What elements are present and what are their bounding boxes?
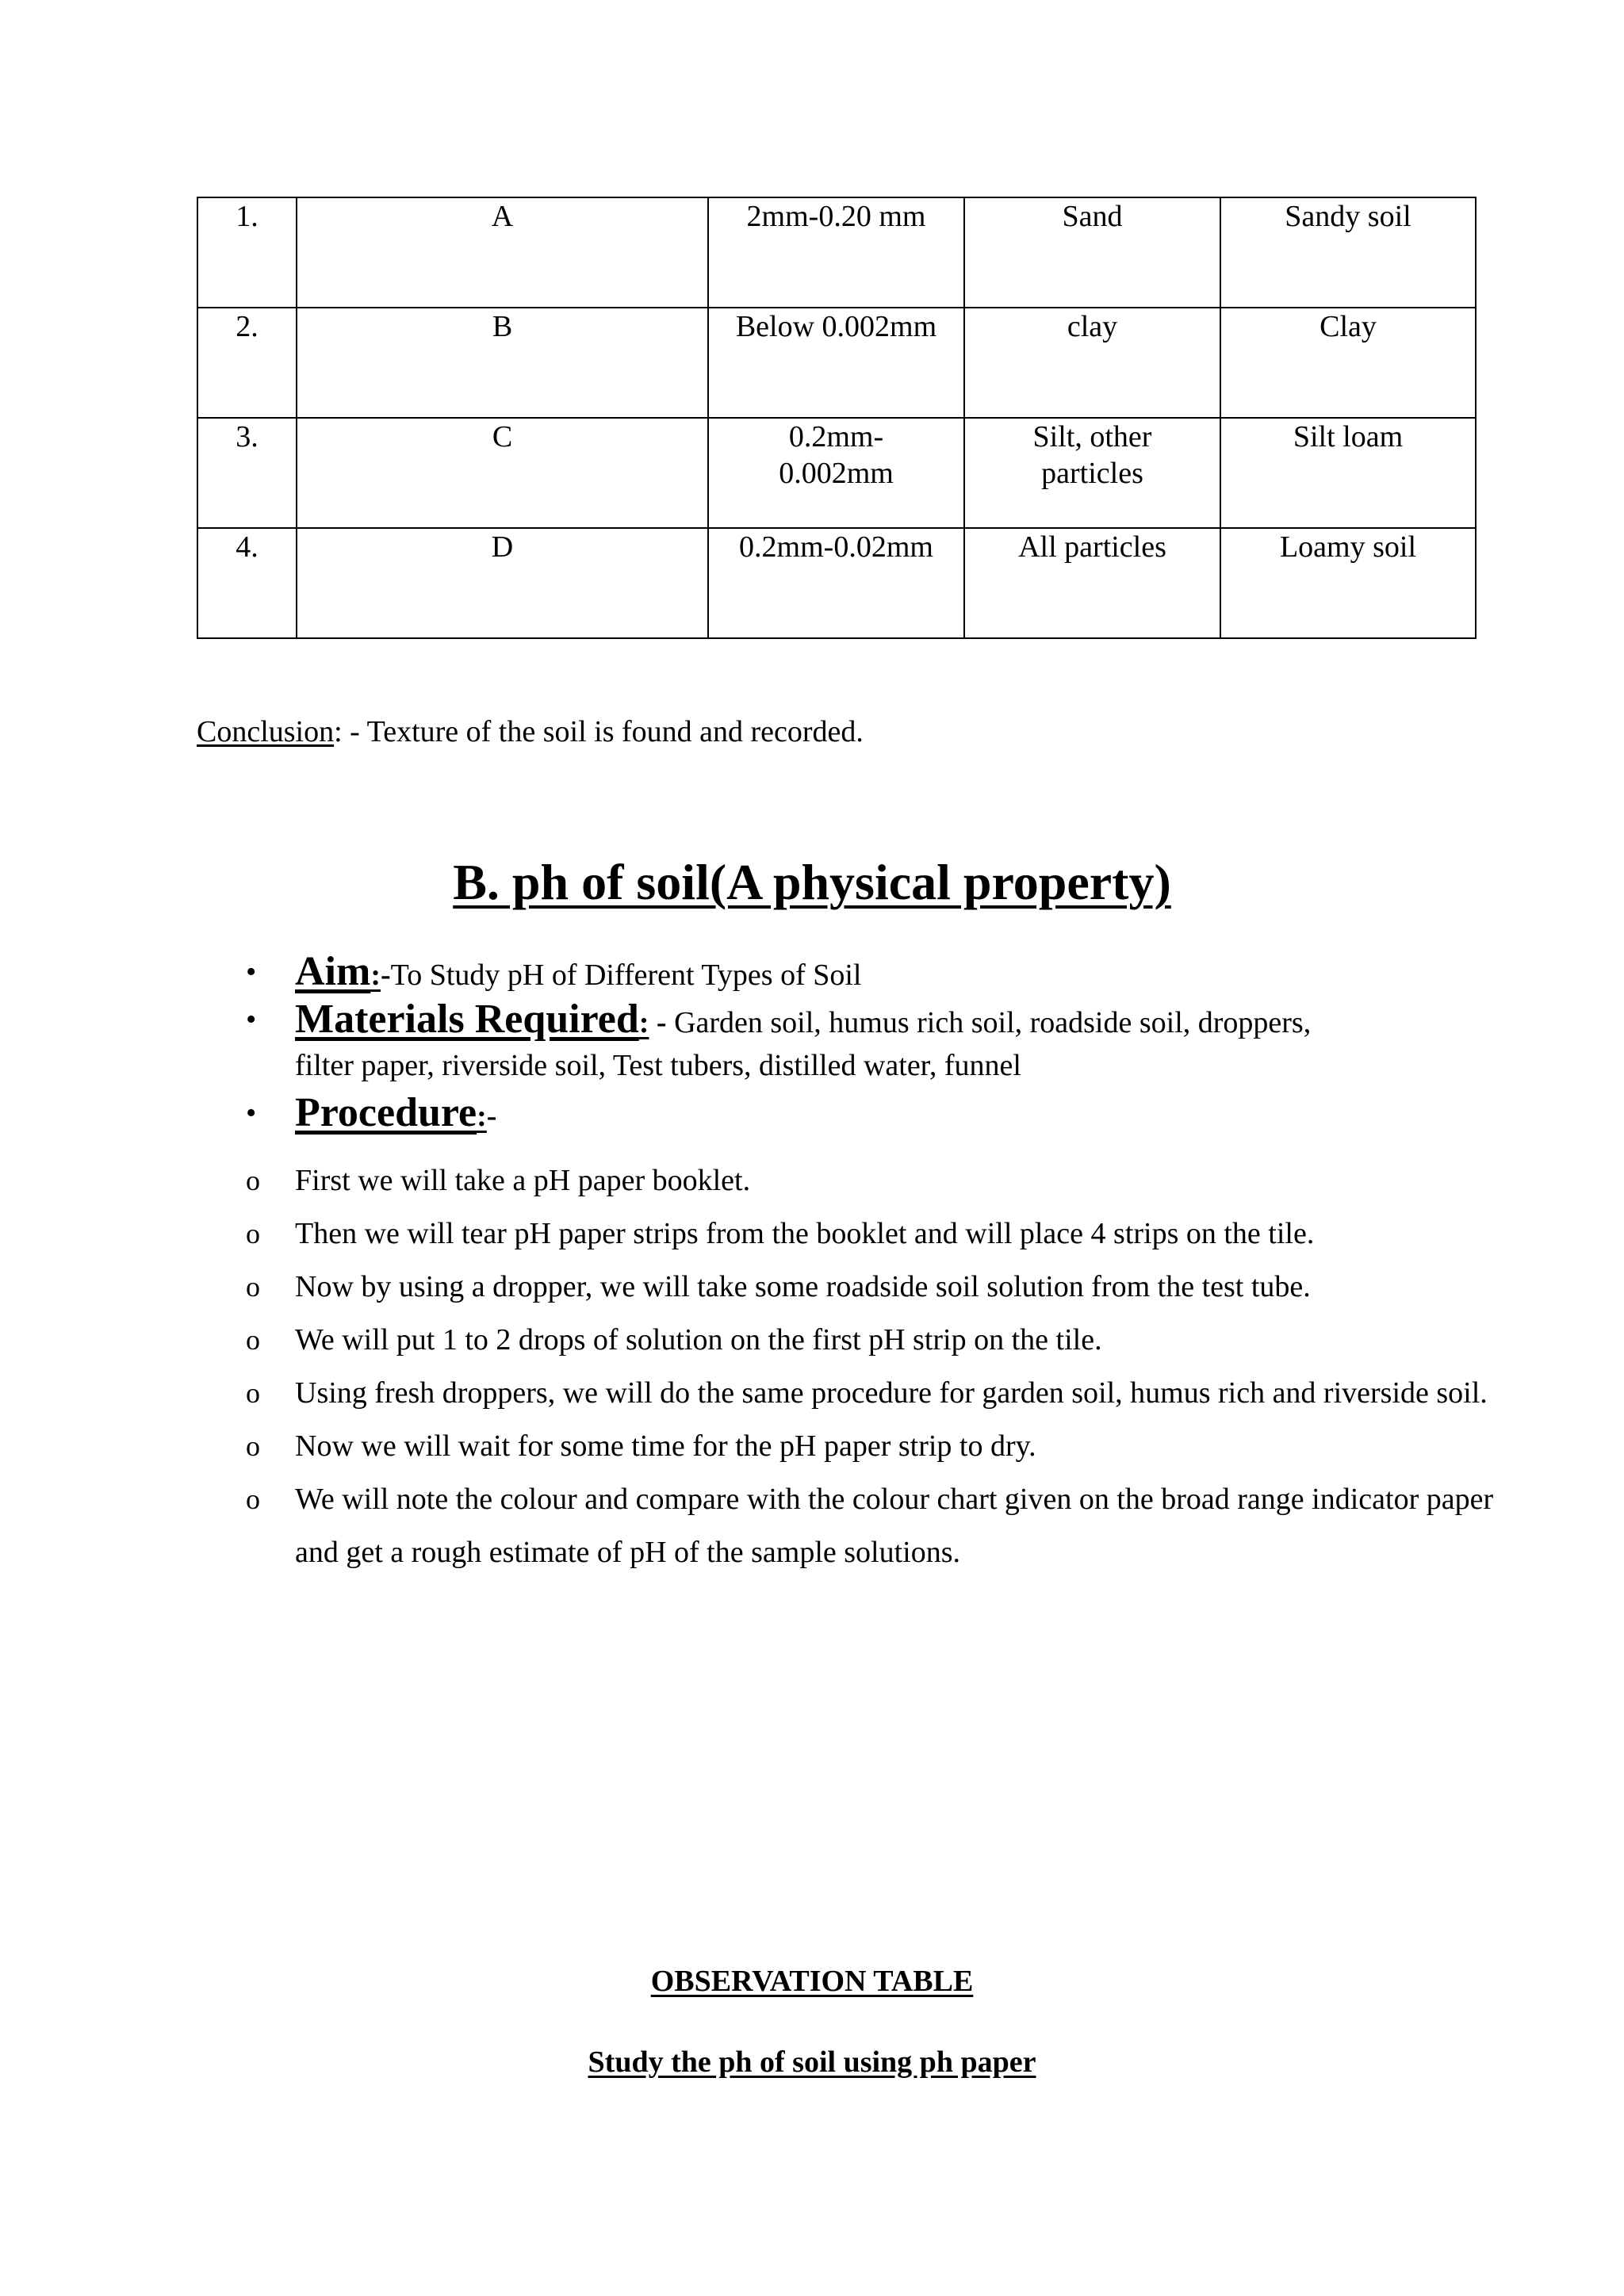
materials-text-line1: Garden soil, humus rich soil, roadside soil, droppers, [674, 1006, 1312, 1039]
materials-text-line2: filter paper, riverside soil, Test tubers, distilled water, funnel [295, 1049, 1021, 1082]
aim-colon: : [370, 959, 381, 992]
procedure-step [197, 1420, 1497, 1473]
materials-item [197, 997, 1497, 1088]
bullet-icon: • [246, 955, 257, 989]
step-text: Then we will tear pH paper strips from the booklet and will place 4 strips on the tile. [295, 1217, 1315, 1250]
materials-label: Materials Required [295, 997, 639, 1042]
step-text: Now we will wait for some time for the pH paper strip to dry. [295, 1429, 1036, 1463]
circle-bullet-icon: o [246, 1271, 260, 1303]
table-row [197, 528, 1476, 638]
table-row [197, 418, 1476, 528]
aim-text: To Study pH of Different Types of Soil [390, 959, 862, 992]
table-cell: D [297, 528, 708, 638]
aim-label: Aim [295, 949, 371, 994]
circle-bullet-icon: o [246, 1218, 260, 1249]
step-text: Using fresh droppers, we will do the same procedure for garden soil, humus rich and riverside soil. [295, 1376, 1488, 1410]
conclusion-text: : - Texture of the soil is found and recorded. [334, 715, 864, 748]
table-cell: Loamy soil [1220, 528, 1476, 638]
observation-subtitle: Study the ph of soil using ph paper [588, 2045, 1036, 2079]
materials-dash: - [649, 1006, 675, 1039]
procedure-dash: - [486, 1100, 497, 1133]
table-cell: Sand [964, 197, 1220, 308]
conclusion-label: Conclusion [197, 715, 335, 748]
aim-item [197, 950, 1497, 1001]
section-heading: B. ph of soil(A physical property) [453, 854, 1171, 910]
table-cell: 2mm-0.20 mm [708, 197, 964, 308]
circle-bullet-icon: o [246, 1377, 260, 1409]
aim-dash: - [380, 959, 391, 992]
procedure-label: Procedure [295, 1090, 477, 1135]
step-text: Now by using a dropper, we will take some roadside soil solution from the test tube. [295, 1270, 1311, 1303]
table-cell: clay [964, 308, 1220, 418]
table-cell: All particles [964, 528, 1220, 638]
procedure-step [197, 1367, 1497, 1420]
table-cell: 0.2mm-0.02mm [708, 528, 964, 638]
table-row [197, 197, 1476, 308]
procedure-step [197, 1261, 1497, 1314]
procedure-steps [197, 1154, 1497, 1579]
table-row [197, 308, 1476, 418]
bullet-list [197, 950, 1497, 1142]
procedure-step [197, 1207, 1497, 1261]
table-cell: A [297, 197, 708, 308]
table-cell: 4. [197, 528, 297, 638]
conclusion [197, 714, 864, 750]
procedure-item [197, 1091, 1497, 1142]
step-text: We will put 1 to 2 drops of solution on the first pH strip on the tile. [295, 1323, 1102, 1357]
procedure-step [197, 1154, 1497, 1207]
procedure-colon: : [477, 1100, 487, 1133]
table-cell: 1. [197, 197, 297, 308]
table-cell: C [297, 418, 708, 528]
circle-bullet-icon: o [246, 1324, 260, 1356]
table-cell: Silt loam [1220, 418, 1476, 528]
table-cell: Clay [1220, 308, 1476, 418]
procedure-step [197, 1314, 1497, 1367]
step-text: We will note the colour and compare with the colour chart given on the broad range indicator paper and get a rough estimate of pH of the sample solutions. [295, 1483, 1494, 1569]
circle-bullet-icon: o [246, 1483, 260, 1515]
circle-bullet-icon: o [246, 1430, 260, 1462]
table-cell: B [297, 308, 708, 418]
materials-colon: : [638, 1006, 649, 1039]
table-cell: Silt, other particles [964, 418, 1220, 528]
bullet-icon: • [246, 1003, 257, 1036]
bullet-icon: • [246, 1096, 257, 1130]
procedure-step [197, 1473, 1497, 1579]
circle-bullet-icon: o [246, 1165, 260, 1196]
step-text: First we will take a pH paper booklet. [295, 1164, 751, 1197]
table-cell: Sandy soil [1220, 197, 1476, 308]
observation-title: OBSERVATION TABLE [650, 1965, 974, 1998]
table-cell: Below 0.002mm [708, 308, 964, 418]
table-cell: 0.2mm-0.002mm [708, 418, 964, 528]
table-cell: 2. [197, 308, 297, 418]
table-cell: 3. [197, 418, 297, 528]
soil-texture-table [197, 197, 1477, 639]
